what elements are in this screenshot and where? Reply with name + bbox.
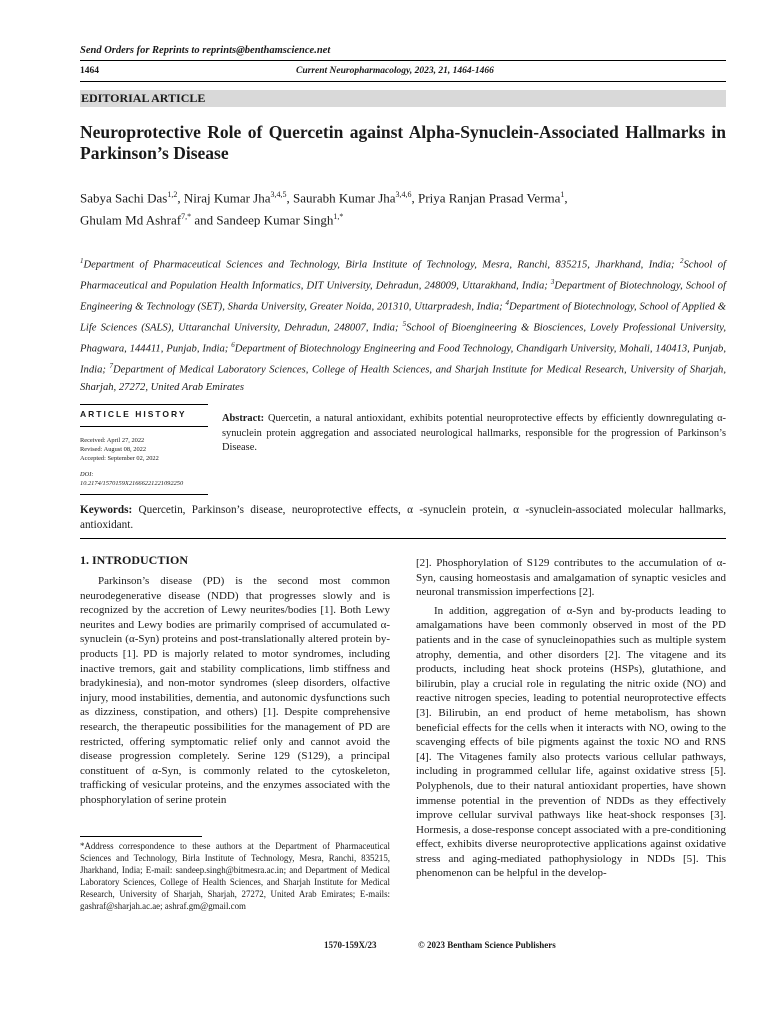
keywords-rule [80, 538, 726, 539]
affil-num: 6 [231, 341, 235, 350]
body-column-left [80, 574, 390, 808]
affil-text: Department of Biotechnology, School of Applied & Life Sciences (SALS), Uttaranchal University, Dehradun, 248007, India; [80, 301, 727, 334]
section-heading: 1. INTRODUCTION [80, 553, 189, 567]
affil-text: Department of Pharmaceutical Sciences and Technology, Birla Institute of Technology, Mesra, Ranchi, 835215, Jharkhand, India; [83, 259, 680, 271]
footnote-rule [80, 836, 202, 837]
article-title: Neuroprotective Role of Quercetin against Alpha-Synuclein-Associated Hallmarks in Parkinson’s Disease [80, 122, 726, 163]
page-number: 1464 [80, 66, 99, 76]
affil-num: 3 [550, 278, 555, 287]
author-list: Sabya Sachi Das$^{1,2}$, Niraj Kumar Jha$^{3,4,5}$, Saurabh Kumar Jha$^{3,4,6}$, Priya Ranjan Prasad Verma$^1$, Ghulam Md Ashraf$^{7,*}$ and Sandeep Kumar Singh$^{1,*}$ [80, 190, 568, 228]
keywords [80, 503, 726, 533]
article-history-dates [80, 436, 159, 463]
author-name: Niraj Kumar Jha [183, 190, 271, 206]
body-paragraph: [2]. Phosphorylation of S129 contributes to the accumulation of α-Syn, causing homeostasis and amalgamation of synaptic vesicles and neuronal transmission imperfections [2]. [416, 557, 726, 599]
author-affil-ref: 1,2 [167, 190, 178, 199]
affil-num: 4 [505, 299, 509, 308]
affiliations [80, 253, 726, 397]
author-affil-ref: 3,4,6 [395, 190, 412, 199]
author-name: Saurabh Kumar Jha [293, 190, 396, 206]
issn: 1570-159X/23 [324, 940, 377, 950]
body-column-right [416, 556, 726, 881]
received-date: Received: April 27, 2022 [80, 437, 145, 444]
journal-citation: Current Neuropharmacology, 2023, 21, 1464-1466 [296, 66, 494, 76]
history-rule [80, 404, 208, 405]
abstract [222, 412, 726, 456]
copyright: © 2023 Bentham Science Publishers [418, 940, 556, 950]
affil-text: Department of Medical Laboratory Sciences, College of Health Sciences, and Sharjah Institute for Medical Research, University of Sharjah, Sharjah, 27272, United Arab Emirates [80, 364, 726, 394]
abstract-text: Quercetin, a natural antioxidant, exhibits potential neuroprotective effects by efficiently downregulating α-synuclein protein aggregation and associated neurological hallmarks, responsible for the progression of Parkinson’s Disease. [222, 413, 726, 453]
header-rule [80, 60, 726, 61]
author-affil-ref: 7,* [181, 212, 192, 222]
author-affil-ref: 1 [560, 190, 565, 199]
article-history-heading: ARTICLE HISTORY [80, 409, 187, 419]
history-rule [80, 426, 208, 427]
affil-text: School of Bioengineering & Biosciences, Lovely Professional University, Phagwara, 144411, Punjab, India; [80, 322, 726, 355]
doi-link[interactable]: 10.2174/1570159X21666221221092250 [80, 480, 184, 487]
doi-label: DOI: [80, 471, 94, 478]
author-name: Sabya Sachi Das [80, 190, 168, 206]
reprint-notice: Send Orders for Reprints to reprints@benthamscience.net [80, 45, 331, 56]
author-name: Sandeep Kumar Singh [216, 212, 334, 228]
body-paragraph: In addition, aggregation of α-Syn and by-products leading to amalgamations have been commonly observed in most of the PD patients and in the case of synucleinopathies such as multiple system atrophy, dementia, and other disorders [2]. The vitagene and its products, including heat shock proteins (HSPs), glutathione, and bilirubin, play a crucial role in regulating the nitric oxide (NO) and reactive nitrogen species, leading to potential neuroprotective effects [3]. Bilirubin, an end product of heme metabolism, has shown beneficial effects for the cells when it interacts with NO, owing to the scavenging effects of bile pigments against the toxic NO and RNS [4]. The Vitagenes family also protects various cellular pathways, including in programmed cellular life, against oxidative stress [5]. Polyphenols, due to their natural antioxidant properties, have shown immense potential in the prevention of NDDs as they effectively improve cellular survival pathways like heat-shock responses [3]. Hormesis, a dose-response concept associated with a pre-conditioning effect, exhibits diverse neuroprotective applications against oxidative stress and aging-mediated pathophysiology in NDDs [5]. This phenomenon can be helpful in the develop- [416, 604, 726, 880]
keywords-label: Keywords: [80, 504, 133, 516]
abstract-label: Abstract: [222, 413, 265, 424]
affil-num: 1 [80, 257, 84, 265]
author-affil-ref: 3,4,5 [270, 190, 287, 199]
header-rule-lower [80, 81, 726, 82]
affil-num: 5 [402, 320, 407, 329]
history-rule [80, 494, 208, 495]
body-paragraph: Parkinson’s disease (PD) is the second most common neurodegenerative disease (NDD) that progresses slowly and is recognized by the accretion of Lewy neurites/bodies [1]. Both Lewy neurites and Lewy bodies are primarily comprised of accumulated α-synuclein (α-Syn) proteins and post-translationally altered protein by-products [1]. PD is majorly related to motor syndromes, including inactive tremors, gait and stability complications, limb stiffness and bradykinesia), and non-motor syndromes (sleep disorders, olfactive injury, mood instabilities, dementia, and autonomic dysfunctions such as dizziness, constipation, and others) [1]. Despite comprehensive research, the therapeutic possibilities for the management of PD are restricted, offering symptomatic relief only and cannot avoid the disease progression completely. Serine 129 (S129), a principal constituent of α-Syn, is commonly related to the cytoskeleton, trafficking of vesicular proteins, and the enzymes associated with the phosphorylation of serine protein [80, 575, 390, 806]
keywords-text: Quercetin, Parkinson’s disease, neuroprotective effects, α -synuclein protein, α -synuclein-associated molecular hallmarks, antioxidant. [80, 504, 726, 531]
affil-num: 2 [680, 257, 684, 265]
author-affil-ref: 1,* [333, 212, 344, 222]
affil-text: School of Pharmaceutical and Population Health Informatics, DIT University, Dehradun, 248009, Uttarakhand, India; [80, 259, 726, 292]
affil-text: Department of Biotechnology, School of Engineering & Technology (SET), Sharda University, Greater Noida, 201310, Uttarpradesh, India; [80, 280, 726, 313]
accepted-date: Accepted: September 02, 2022 [80, 455, 159, 462]
revised-date: Revised: August 08, 2022 [80, 446, 147, 453]
doi-block [80, 470, 183, 488]
affil-num: 7 [109, 362, 114, 371]
affil-text: Department of Biotechnology Engineering and Food Technology, Chandigarh University, Mohali, 140413, Punjab, India; [80, 343, 726, 376]
author-name: Ghulam Md Ashraf [80, 212, 182, 228]
correspondence-footnote: *Address correspondence to these authors at the Department of Pharmaceutical Sciences and Technology, Birla Institute of Technology, Mesra, Ranchi, 835215, Jharkhand, India; E-mail: sandeep.singh@bitmesra.ac.in; and Department of Medical Laboratory Sciences, College of Health Sciences, and Sharjah Institute for Medical Research, University of Sharjah, Sharjah, 27272, United Arab Emirates; E-mails: gashraf@sharjah.ac.ae; ashraf.gm@gmail.com [80, 841, 390, 911]
author-name: Priya Ranjan Prasad Verma [418, 190, 561, 206]
article-type-bar: EDITORIAL ARTICLE [80, 90, 726, 107]
